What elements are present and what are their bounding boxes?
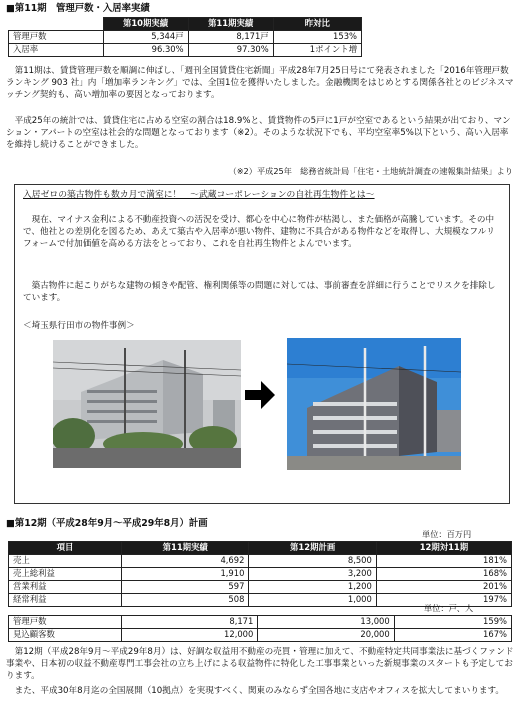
table-header-row — [9, 542, 512, 555]
example-label: ＜埼玉県行田市の物件事例＞ — [23, 321, 135, 331]
row-label: 売上 — [9, 555, 122, 568]
cell: 159% — [394, 616, 511, 629]
cell: 153% — [273, 31, 361, 44]
col-header: 12期対11期 — [376, 542, 511, 555]
row-label: 売上総利益 — [9, 568, 122, 581]
row-label: 経常利益 — [9, 594, 122, 607]
cell: 13,000 — [258, 616, 394, 629]
feature-paragraph-1: 現在、マイナス金利による不動産投資への活況を受け、都心を中心に物件が枯渇し、また価格が高騰しています。その中で、他社との差別化を図るため、あえて築古や入居率が悪い物件、建物に不具合がある物件などを取得し、大規模なフルリフォームで付加価値を高める方法をとっており、これを自社再生物件とよんでいます。 — [23, 215, 495, 249]
table-row — [9, 581, 512, 594]
cell: 8,500 — [249, 555, 376, 568]
cell: 597 — [122, 581, 249, 594]
period12-table — [8, 541, 512, 607]
period12-paragraph-1: 第12期（平成28年9月～平成29年8月）は、好調な収益用不動産の売買・管理に加えて、不動産特定共同事業法に基づくファンド事業や、日本初の収益不動産専門工事会社の立ち上げによる収益物件に特化した工事事業といった新規事業のスタートも予定しております。 — [6, 647, 514, 681]
cell: 97.30% — [188, 44, 273, 57]
col-header: 第11期実績 — [122, 542, 249, 555]
cell: 12,000 — [122, 629, 258, 642]
cell: 20,000 — [258, 629, 394, 642]
col-header: 第11期実績 — [188, 18, 273, 31]
table-row — [9, 31, 362, 44]
row-label: 入居率 — [9, 44, 104, 57]
period11-paragraph-2: 平成25年の統計では、賃貸住宅に占める空室の割合は18.9%と、賃貸物件の5戸に1戸が空室であるという結果が出ており、マンション・アパートの空室は社会的な問題となっております（※2）。そのような状況下でも、平均空室率5%以下という、高い入居率を維持し続けることができました。 — [6, 116, 511, 150]
table-row — [9, 568, 512, 581]
col-header: 昨対比 — [273, 18, 361, 31]
cell: 4,692 — [122, 555, 249, 568]
cell: 5,344戸 — [103, 31, 188, 44]
cell: 1ポイント増 — [273, 44, 361, 57]
row-label: 営業利益 — [9, 581, 122, 594]
row-label: 管理戸数 — [9, 616, 122, 629]
col-header: 第12期計画 — [249, 542, 376, 555]
cell: 8,171戸 — [188, 31, 273, 44]
cell: 168% — [376, 568, 511, 581]
cell: 508 — [122, 594, 249, 607]
cell: 8,171 — [122, 616, 258, 629]
row-label: 管理戸数 — [9, 31, 104, 44]
feature-paragraph-2: 築古物件に起こりがちな建物の傾きや配管、権利関係等の問題に対しては、事前審査を詳細に行うことでリスクを排除しています。 — [23, 281, 496, 303]
cell: 96.30% — [103, 44, 188, 57]
cell: 1,910 — [122, 568, 249, 581]
unit-label-money: 単位：百万円 — [422, 529, 472, 539]
col-header: 第10期実績 — [103, 18, 188, 31]
feature-box — [14, 184, 510, 504]
period12-count-table — [8, 615, 512, 642]
table-row — [9, 629, 512, 642]
cell: 201% — [376, 581, 511, 594]
period12-paragraph-2: また、平成30年8月迄の全国展開（10拠点）を実現すべく、関東のみならず全国各地に支店やオフィスを拡大してまいります。 — [14, 686, 505, 696]
period11-table — [8, 17, 362, 57]
arrow-right-icon — [245, 381, 275, 414]
before-renovation-photo — [53, 340, 241, 468]
feature-title: 入居ゼロの築古物件も数カ月で満室に！ ～武蔵コーポレーションの自社再生物件とは～ — [23, 190, 375, 200]
table-row — [9, 616, 512, 629]
period11-paragraph-1: 第11期は、賃貸管理戸数を順調に伸ばし、「週刊全国賃貸住宅新聞」平成28年7月25日号にて発表されました「2016年管理戸数ランキング 903 社」内「増加率ランキング」では、全国1位を獲得いたしました。金融機関をはじめとする関係各社とのビジネスマッチング契約も、高い増加率の要因となっております。 — [6, 66, 514, 100]
unit-label-count: 単位：戸、人 — [424, 603, 474, 613]
cell: 181% — [376, 555, 511, 568]
cell: 3,200 — [249, 568, 376, 581]
section-title-period11: ■第11期 管理戸数・入居率実績 — [6, 3, 150, 14]
cell: 1,000 — [249, 594, 376, 607]
footnote: （※2）平成25年 総務省統計局「住宅・土地統計調査の速報集計結果」より — [228, 166, 513, 176]
section-title-period12: ■第12期（平成28年9月～平成29年8月）計画 — [6, 518, 208, 529]
cell: 167% — [394, 629, 511, 642]
table-row — [9, 44, 362, 57]
table-header-row — [9, 18, 362, 31]
after-renovation-photo — [287, 338, 461, 470]
table-row — [9, 555, 512, 568]
cell: 197% — [376, 594, 511, 607]
cell: 1,200 — [249, 581, 376, 594]
row-label: 見込顧客数 — [9, 629, 122, 642]
col-header: 項目 — [9, 542, 122, 555]
